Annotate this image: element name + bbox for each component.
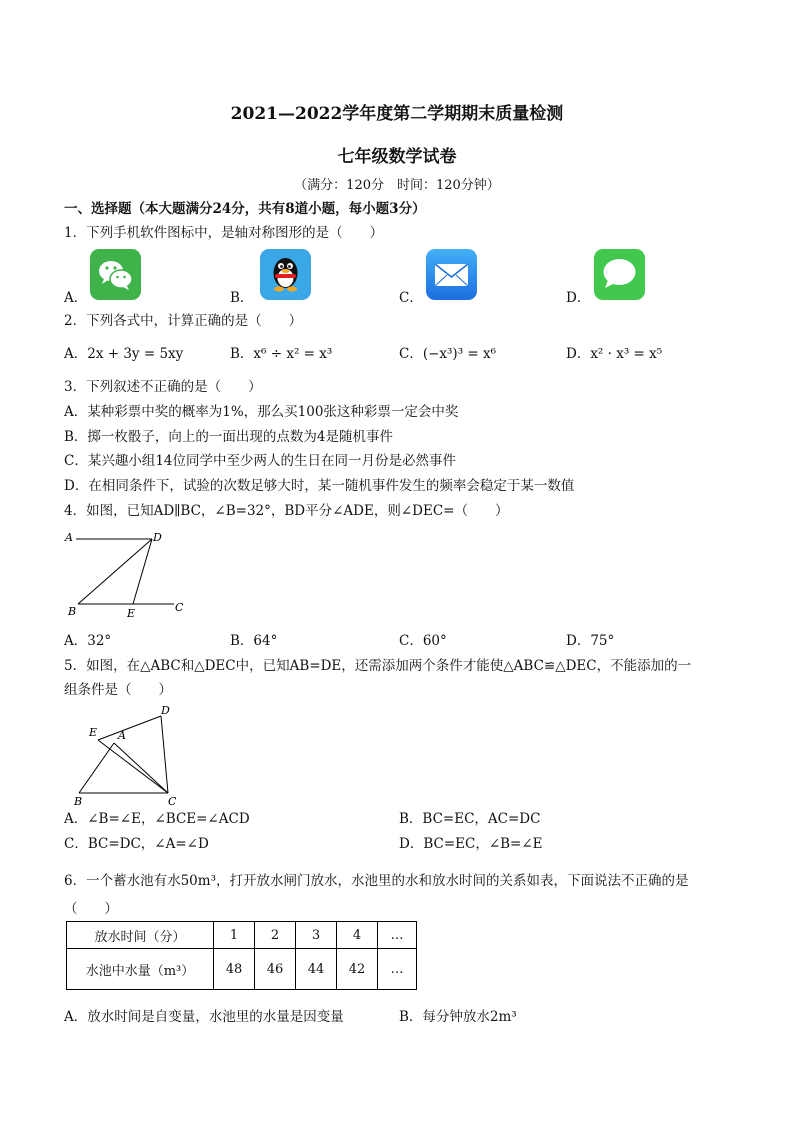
- table-cell: 放水时间（分）: [67, 922, 214, 949]
- q5-figure: [64, 700, 189, 810]
- table-cell: 46: [255, 949, 296, 990]
- q4-stem: 4．如图，已知AD∥BC，∠B=32°，BD平分∠ADE，则∠DEC=（ ）: [64, 503, 509, 519]
- q6-option-a: A．放水时间是自变量，水池里的水量是因变量: [64, 1009, 344, 1025]
- q4-option-a: A．32°: [64, 633, 112, 649]
- q3-option-b: B．掷一枚骰子，向上的一面出现的点数为4是随机事件: [64, 429, 394, 445]
- q3-option-a: A．某种彩票中奖的概率为1%，那么买100张这种彩票一定会中奖: [64, 404, 459, 420]
- q5-stem-line1: 5．如图，在△ABC和△DEC中，已知AB=DE，还需添加两个条件才能使△ABC≌△DEC，不能添加的一: [64, 658, 692, 674]
- table-cell: 3: [296, 922, 337, 949]
- table-cell: 48: [214, 949, 255, 990]
- q4-option-b: B．64°: [230, 633, 278, 649]
- q4-label-e: E: [127, 607, 136, 618]
- q4-option-c: C．60°: [399, 633, 447, 649]
- qq-penguin-icon: [260, 249, 311, 300]
- table-cell: 水池中水量（m³）: [67, 949, 214, 990]
- q5-label-e: E: [89, 726, 98, 739]
- table-cell: …: [378, 949, 417, 990]
- q2-stem: 2．下列各式中，计算正确的是（ ）: [64, 313, 303, 329]
- q6-stem-line1: 6．一个蓄水池有水50m³，打开放水闸门放水，水池里的水和放水时间的关系如表，下面说法不正确的是: [64, 873, 689, 889]
- q6-stem-line2: （ ）: [64, 901, 118, 917]
- table-cell: 1: [214, 922, 255, 949]
- q6-table: [66, 921, 417, 990]
- table-cell: …: [378, 922, 417, 949]
- q3-option-c: C．某兴趣小组14位同学中至少两人的生日在同一月份是必然事件: [64, 453, 457, 469]
- exam-title: 2021—2022学年度第二学期期末质量检测: [230, 104, 564, 124]
- q4-option-d: D．75°: [566, 633, 615, 649]
- q1-option-a: A．: [64, 290, 88, 306]
- q5-option-c: C．BC=DC，∠A=∠D: [64, 836, 209, 852]
- q2-option-d: D．x² · x³ = x⁵: [566, 346, 663, 362]
- q2-option-b: B．x⁶ ÷ x² = x³: [230, 346, 333, 362]
- q5-option-a: A．∠B=∠E，∠BCE=∠ACD: [64, 811, 250, 827]
- q4-label-b: B: [68, 605, 77, 618]
- q5-label-a: A: [118, 729, 126, 742]
- table-row: [67, 922, 417, 949]
- table-cell: 4: [337, 922, 378, 949]
- q1-option-d: D．: [566, 290, 591, 306]
- table-row: [67, 949, 417, 990]
- message-bubble-icon: [594, 249, 645, 300]
- q4-label-c: C: [175, 601, 184, 614]
- exam-note: （满分：120分 时间：120分钟）: [294, 178, 500, 193]
- q4-label-a: A: [65, 531, 73, 544]
- q5-option-d: D．BC=EC，∠B=∠E: [399, 836, 543, 852]
- section-heading: 一、选择题（本大题满分24分，共有8道小题，每小题3分）: [64, 201, 426, 217]
- q5-option-b: B．BC=EC，AC=DC: [399, 811, 541, 827]
- table-cell: 2: [255, 922, 296, 949]
- q6-option-b: B．每分钟放水2m³: [399, 1009, 517, 1025]
- q3-option-d: D．在相同条件下，试验的次数足够大时，某一随机事件发生的频率会稳定于某一数值: [64, 478, 575, 494]
- exam-subtitle: 七年级数学试卷: [337, 147, 457, 167]
- q4-figure: [62, 528, 192, 618]
- q3-stem: 3．下列叙述不正确的是（ ）: [64, 379, 262, 395]
- table-cell: 42: [337, 949, 378, 990]
- q1-stem: 1．下列手机软件图标中，是轴对称图形的是（ ）: [64, 225, 384, 241]
- q5-label-c: C: [168, 795, 177, 808]
- q5-stem-line2: 组条件是（ ）: [64, 682, 172, 698]
- q4-label-d: D: [153, 531, 162, 544]
- wechat-icon: [90, 249, 141, 300]
- q1-option-b: B．: [230, 290, 254, 306]
- q5-label-b: B: [74, 795, 83, 808]
- q2-option-a: A．2x + 3y = 5xy: [64, 346, 184, 362]
- q2-option-c: C．(−x³)³ = x⁶: [399, 346, 497, 362]
- table-cell: 44: [296, 949, 337, 990]
- q5-label-d: D: [161, 704, 170, 717]
- q1-option-c: C．: [399, 290, 423, 306]
- mail-icon: [426, 249, 477, 300]
